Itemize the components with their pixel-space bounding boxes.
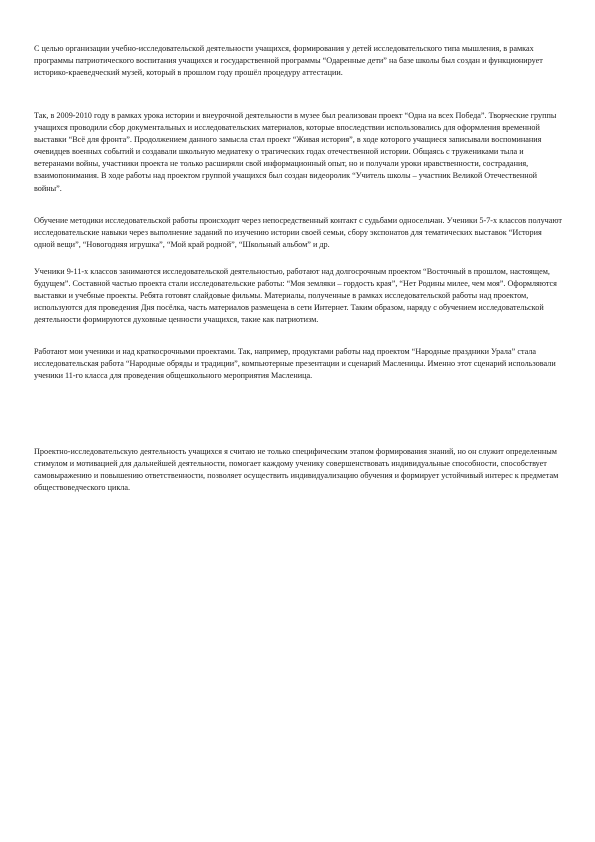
paragraph-victory-project: Так, в 2009-2010 году в рамках урока истории и внеурочной деятельности в музее был реализован проект “Одна на всех Победа”. Творческие группы учащихся проводили сбор документальных и исследовательских материалов, которые впоследствии использовались для оформления временной выставки “Всё для фронта”. Продолжением данного замысла стал проект “Живая история”, в ходе которого учащиеся записывали воспоминания очевидцев военных событий и создавали школьную медиатеку о трагических годах отечественной истории. Общаясь с тружениками тыла и ветеранами войны, участники проекта не только расширяли свой информационный опыт, но и получали уроки нравственности, сострадания, взаимопонимания. В ходе работы над проектом группой учащихся был создан видеоролик “Учитель школы – участник Великой Отечественной войны”. — [34, 111, 557, 193]
paragraph-senior-classes: Ученики 9-11-х классов занимаются исследовательской деятельностью, работают над долгосрочным проектом “Восточный в прошлом, настоящем, будущем”. Составной частью проекта стали исследовательские работы: “Моя земляки – гордость края”, “Нет Родины милее, чем моя”. Оформляются выставки и учебные проекты. Ребята готовят слайдовые фильмы. Материалы, полученные в рамках исследовательской работы над проектом, используются для проведения Дня посёлка, часть материалов размещена в сети Интернет. Таким образом, наряду с обучением исследовательской деятельности формируются духовные ценности учащихся, такие как патриотизм. — [34, 267, 557, 325]
paragraph-research-methods: Обучение методики исследовательской работы происходит через непосредственный контакт с судьбами односельчан. Ученики 5-7-х классов получают исследовательские навыки через выполнение заданий по изучению истории своей семьи, сбору экспонатов для тематических выставок “История одной вещи”, “Новогодняя игрушка”, “Мой край родной”, “Школьный альбом” и др. — [34, 216, 563, 250]
paragraph-museum-intro: С целью организации учебно-исследовательской деятельности учащихся, формирования у детей исследовательского типа мышления, в рамках программы патриотического воспитания учащихся и государственной программы “Одаренные дети” на базе школы был создан и функционирует историко-краеведческий музей, который в прошлом году прошёл процедуру аттестации. — [34, 44, 543, 78]
paragraph-short-projects: Работают мои ученики и над краткосрочными проектами. Так, например, продуктами работы над проектом “Народные праздники Урала” стала исследовательская работа “Народные обряды и традиции”, компьютерные презентации и сценарий Масленицы. Именно этот сценарий использовали ученики 11-го класса для проведения общешкольного мероприятия Масленица. — [34, 347, 556, 381]
paragraph-conclusion: Проектно-исследовательскую деятельность учащихся я считаю не только специфическим этапом формирования знаний, но он служит определенным стимулом и мотивацией для дальнейшей деятельности, помогает каждому ученику совершенствовать индивидуальные способности, способствует самовыражению и повышению ответственности, позволяет осуществить индивидуализацию обучения и формирует устойчивый интерес к предметам обществоведческого цикла. — [34, 447, 559, 493]
